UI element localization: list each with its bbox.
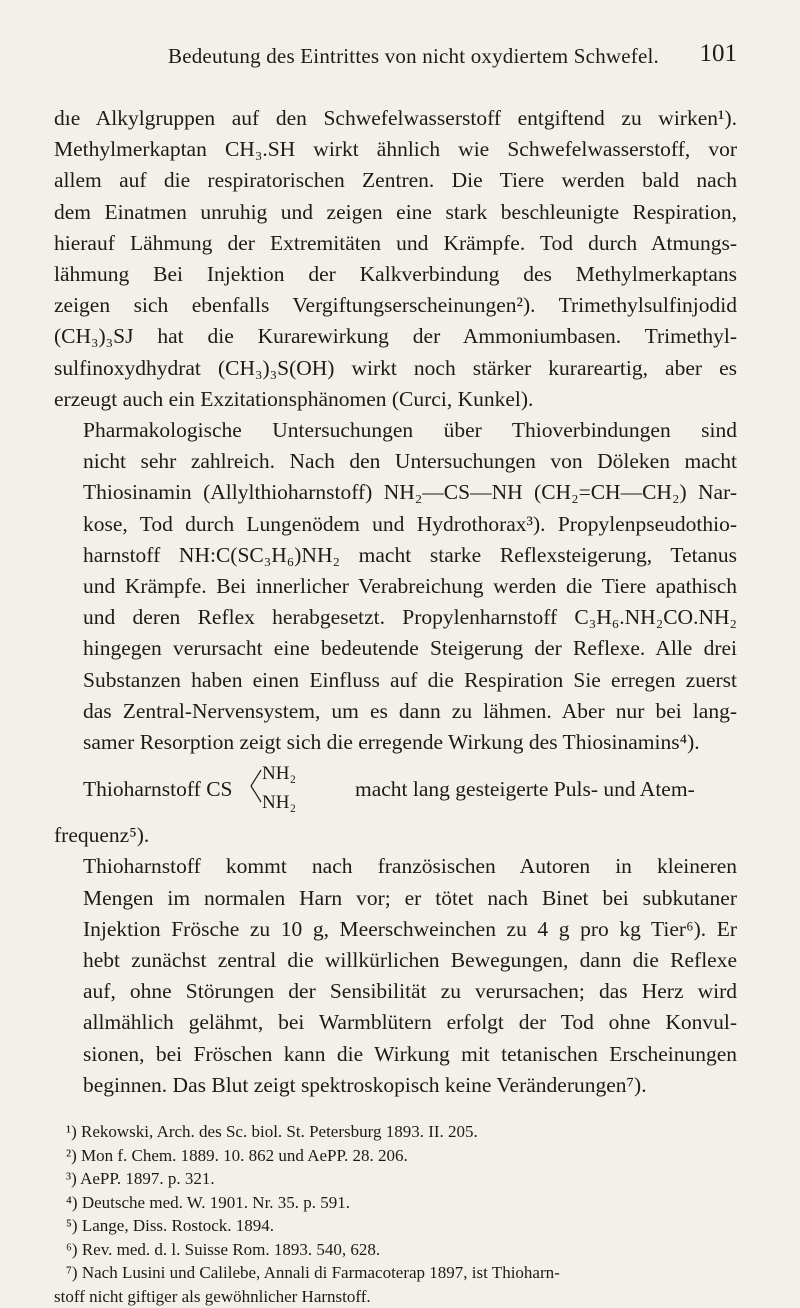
text-line: harnstoff NH:C(SC₃H₆)NH₂ macht starke Reflexsteigerung, Tetanus	[54, 540, 737, 571]
text-line: Methylmerkaptan CH₃.SH wirkt ähnlich wie Schwefelwasserstoff, vor	[54, 134, 737, 165]
formula-amino-bottom: NH₂	[262, 787, 296, 818]
text-line: beginnen. Das Blut zeigt spektroskopisch keine Veränderungen⁷).	[54, 1070, 737, 1101]
text-line: Injektion Frösche zu 10 g, Meerschweinchen zu 4 g pro kg Tier⁶). Er	[54, 914, 737, 945]
footnote: ⁷) Nach Lusini und Calilebe, Annali di Farmacoterap 1897, ist Thioharn-	[54, 1261, 737, 1285]
paragraph-2	[54, 415, 737, 758]
text-line: zeigen sich ebenfalls Vergiftungserscheinungen²). Trimethylsulfinjodid	[54, 290, 737, 321]
footnote: ⁶) Rev. med. d. l. Suisse Rom. 1893. 540, 628.	[54, 1238, 737, 1262]
running-header	[90, 40, 737, 74]
footnote: ¹) Rekowski, Arch. des Sc. biol. St. Petersburg 1893. II. 205.	[54, 1120, 737, 1144]
text-line: auf, ohne Störungen der Sensibilität zu verursachen; das Herz wird	[54, 976, 737, 1007]
text-line: Thioharnstoff kommt nach französischen Autoren in kleineren	[54, 851, 737, 882]
page-number: 101	[700, 40, 738, 68]
text-line: hebt zunächst zentral die willkürlichen Bewegungen, dann die Reflexe	[54, 945, 737, 976]
formula-continuation	[54, 820, 737, 851]
formula-amino-top: NH₂	[262, 758, 296, 789]
text-line: lähmung Bei Injektion der Kalkverbindung des Methylmerkaptans	[54, 259, 737, 290]
text-line: sulfinoxydhydrat (CH₃)₃S(OH) wirkt noch stärker kurareartig, aber es	[54, 353, 737, 384]
text-line: kose, Tod durch Lungenödem und Hydrothorax³). Propylenpseudothio-	[54, 509, 737, 540]
text-line: Pharmakologische Untersuchungen über Thioverbindungen sind	[54, 415, 737, 446]
footnote-continuation: stoff nicht giftiger als gewöhnlicher Harnstoff.	[54, 1285, 737, 1308]
formula-bond-lines	[250, 764, 262, 808]
text-line: das Zentral-Nervensystem, um es dann zu lähmen. Aber nur bei lang-	[54, 696, 737, 727]
text-line: sionen, bei Fröschen kann die Wirkung mit tetanischen Erscheinungen	[54, 1039, 737, 1070]
footnotes	[54, 1120, 737, 1308]
text-line: erzeugt auch ein Exzitationsphänomen (Curci, Kunkel).	[54, 384, 737, 415]
text-line: frequenz⁵).	[54, 820, 737, 851]
paragraph-1	[54, 103, 737, 415]
paragraph-3	[54, 851, 737, 1101]
text-line: allem auf die respiratorischen Zentren. Die Tiere werden bald nach	[54, 165, 737, 196]
body-text	[54, 103, 737, 1101]
footnote: ⁵) Lange, Diss. Rostock. 1894.	[54, 1214, 737, 1238]
text-line: samer Resorption zeigt sich die erregende Wirkung des Thiosinamins⁴).	[54, 727, 737, 758]
footnote: ³) AePP. 1897. p. 321.	[54, 1167, 737, 1191]
thiourea-formula	[54, 760, 737, 820]
text-line: (CH₃)₃SJ hat die Kurarewirkung der Ammoniumbasen. Trimethyl-	[54, 321, 737, 352]
text-line: dıe Alkylgruppen auf den Schwefelwasserstoff entgiftend zu wirken¹).	[54, 103, 737, 134]
running-title: Bedeutung des Eintrittes von nicht oxydiertem Schwefel.	[90, 44, 737, 69]
formula-text: macht lang gesteigerte Puls- und Atem-	[355, 774, 695, 805]
formula-label: Thioharnstoff CS	[83, 774, 233, 805]
text-line: allmählich gelähmt, bei Warmblütern erfolgt der Tod ohne Konvul-	[54, 1007, 737, 1038]
footnote: ⁴) Deutsche med. W. 1901. Nr. 35. p. 591.	[54, 1191, 737, 1215]
text-line: Thiosinamin (Allylthioharnstoff) NH₂—CS—NH (CH₂=CH—CH₂) Nar-	[54, 477, 737, 508]
text-line: und deren Reflex herabgesetzt. Propylenharnstoff C₃H₆.NH₂CO.NH₂	[54, 602, 737, 633]
text-line: Substanzen haben einen Einfluss auf die Respiration Sie erregen zuerst	[54, 665, 737, 696]
text-line: hierauf Lähmung der Extremitäten und Krämpfe. Tod durch Atmungs-	[54, 228, 737, 259]
text-line: nicht sehr zahlreich. Nach den Untersuchungen von Döleken macht	[54, 446, 737, 477]
text-line: und Krämpfe. Bei innerlicher Verabreichung werden die Tiere apathisch	[54, 571, 737, 602]
footnote: ²) Mon f. Chem. 1889. 10. 862 und AePP. 28. 206.	[54, 1144, 737, 1168]
text-line: dem Einatmen unruhig und zeigen eine stark beschleunigte Respiration,	[54, 197, 737, 228]
text-line: hingegen verursacht eine bedeutende Steigerung der Reflexe. Alle drei	[54, 633, 737, 664]
text-line: Mengen im normalen Harn vor; er tötet nach Binet bei subkutaner	[54, 883, 737, 914]
